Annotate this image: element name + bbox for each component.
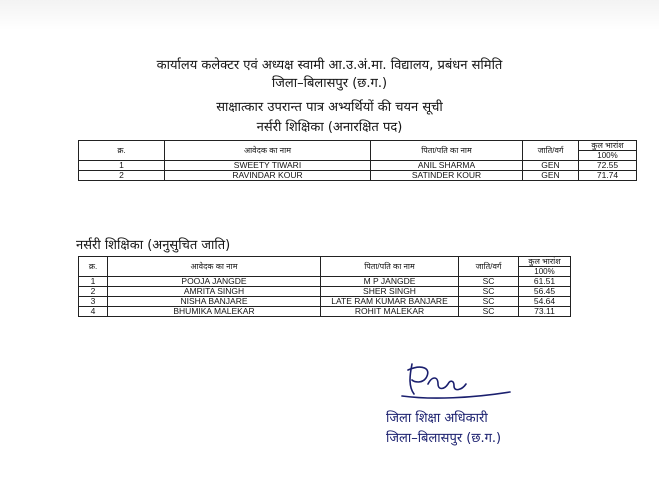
col-sno: क्र. (79, 141, 165, 161)
section2-title: नर्सरी शिक्षिका (अनुसुचित जाति) (76, 238, 231, 253)
cell-father: SHER SINGH (321, 287, 459, 297)
cell-caste: SC (459, 277, 519, 287)
col-caste: जाति/वर्ग (523, 141, 579, 161)
district-title: जिला–बिलासपुर (छ.ग.) (271, 76, 388, 91)
col-name: आवेदक का नाम (165, 141, 371, 161)
table-row (79, 171, 637, 181)
list-title: साक्षात्कार उपरान्त पात्र अभ्यर्थियों की चयन सूची (216, 100, 443, 115)
col-caste: जाति/वर्ग (459, 257, 519, 277)
col-marks: कुल भारांश (519, 257, 571, 267)
handwritten-signature (392, 360, 522, 410)
selection-table-unreserved (78, 140, 637, 181)
table-row (79, 297, 571, 307)
cell-name: BHUMIKA MALEKAR (108, 307, 321, 317)
cell-marks: 72.55 (579, 161, 637, 171)
cell-name: RAVINDAR KOUR (165, 171, 371, 181)
table-row (79, 161, 637, 171)
signatory-designation: जिला शिक्षा अधिकारी (386, 411, 488, 426)
cell-name: SWEETY TIWARI (165, 161, 371, 171)
cell-father: M P JANGDE (321, 277, 459, 287)
section1-title: नर्सरी शिक्षिका (अनारक्षित पद) (256, 120, 403, 135)
cell-caste: SC (459, 287, 519, 297)
col-marks-sub: 100% (579, 151, 637, 161)
col-marks-sub: 100% (519, 267, 571, 277)
cell-father: ANIL SHARMA (371, 161, 523, 171)
selection-table-sc (78, 256, 571, 317)
col-name: आवेदक का नाम (108, 257, 321, 277)
col-father: पिता/पति का नाम (321, 257, 459, 277)
signatory-place: जिला–बिलासपुर (छ.ग.) (386, 431, 502, 446)
cell-caste: GEN (523, 161, 579, 171)
cell-sno: 2 (79, 287, 108, 297)
col-marks: कुल भारांश (579, 141, 637, 151)
cell-sno: 2 (79, 171, 165, 181)
table-row (79, 307, 571, 317)
cell-marks: 73.11 (519, 307, 571, 317)
table-row (79, 287, 571, 297)
cell-sno: 1 (79, 161, 165, 171)
cell-sno: 1 (79, 277, 108, 287)
cell-father: ROHIT MALEKAR (321, 307, 459, 317)
cell-father: SATINDER KOUR (371, 171, 523, 181)
cell-caste: SC (459, 307, 519, 317)
col-father: पिता/पति का नाम (371, 141, 523, 161)
cell-marks: 54.64 (519, 297, 571, 307)
cell-sno: 4 (79, 307, 108, 317)
cell-name: NISHA BANJARE (108, 297, 321, 307)
cell-name: POOJA JANGDE (108, 277, 321, 287)
table-row (79, 277, 571, 287)
cell-sno: 3 (79, 297, 108, 307)
cell-name: AMRITA SINGH (108, 287, 321, 297)
cell-marks: 71.74 (579, 171, 637, 181)
cell-marks: 56.45 (519, 287, 571, 297)
cell-marks: 61.51 (519, 277, 571, 287)
cell-caste: SC (459, 297, 519, 307)
col-sno: क्र. (79, 257, 108, 277)
cell-caste: GEN (523, 171, 579, 181)
cell-father: LATE RAM KUMAR BANJARE (321, 297, 459, 307)
office-title: कार्यालय कलेक्टर एवं अध्यक्ष स्वामी आ.उ.अं.मा. विद्यालय, प्रबंधन समिति (156, 58, 503, 73)
